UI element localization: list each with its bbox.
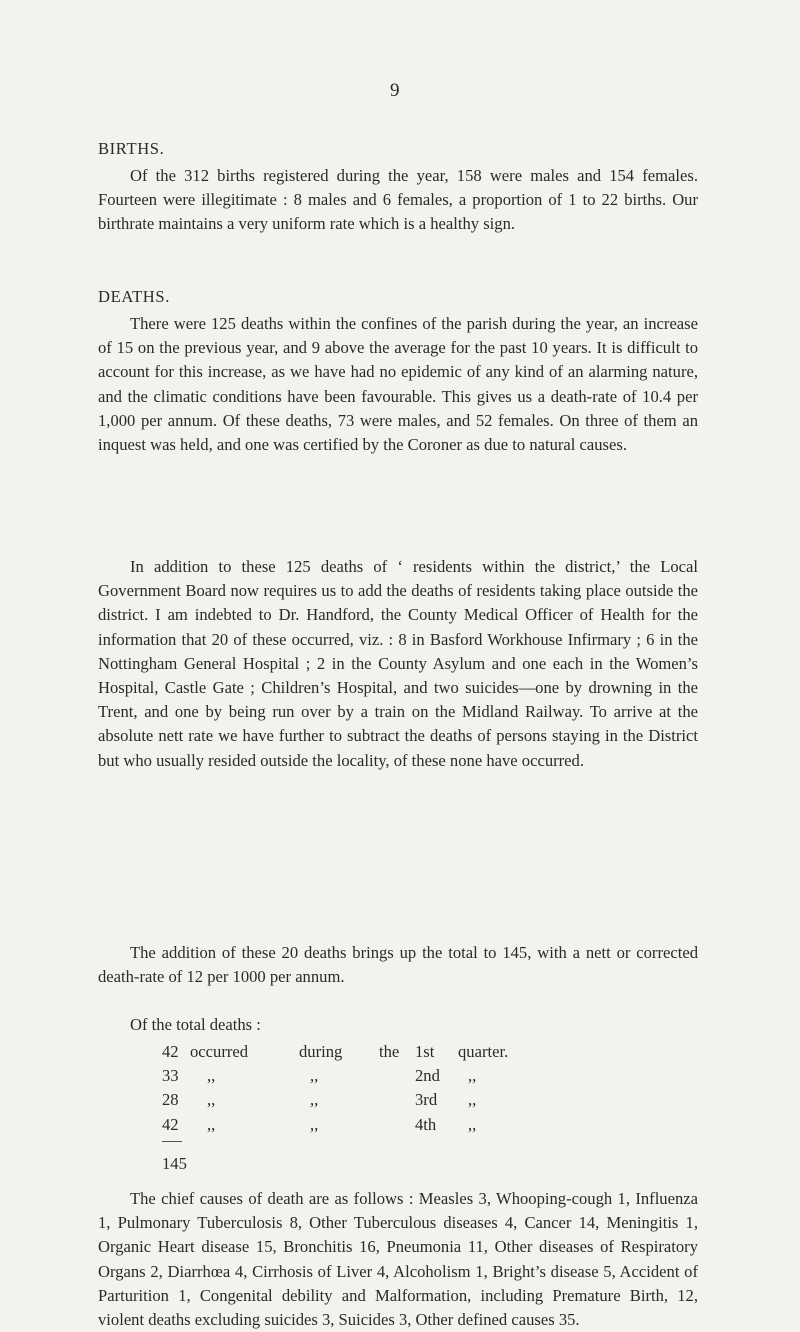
quarters-total: 145 <box>162 1154 187 1173</box>
quarter-ditto: ,, <box>468 1114 477 1134</box>
quarters-intro: Of the total deaths : <box>130 1015 261 1034</box>
quarter-ditto: ,, <box>468 1066 477 1086</box>
quarter-unit: quarter. <box>458 1042 509 1061</box>
causes-paragraph-block <box>98 1187 698 1332</box>
quarter-word: the <box>379 1042 400 1061</box>
deaths-paragraph-3: The addition of these 20 deaths brings up the total to 145, with a nett or corrected death-rate of 12 per 1000 per annum. <box>98 943 698 987</box>
quarter-ditto: ,, <box>310 1066 319 1086</box>
quarter-ditto: ,, <box>468 1090 477 1110</box>
quarter-ordinal: 3rd <box>415 1090 438 1110</box>
quarter-count: 28 <box>162 1090 179 1110</box>
quarter-ditto: ,, <box>207 1114 216 1134</box>
page-number: 9 <box>390 80 400 101</box>
quarter-ditto: ,, <box>207 1090 216 1110</box>
quarter-word: during <box>299 1042 343 1061</box>
births-heading: BIRTHS. <box>98 139 165 158</box>
quarter-count: 33 <box>162 1066 179 1086</box>
deaths-paragraph-1-block <box>98 312 698 457</box>
births-section <box>98 164 698 237</box>
quarter-ordinal: 4th <box>415 1114 437 1134</box>
births-paragraph: Of the 312 births registered during the year, 158 were males and 154 females. Fourteen were illegitimate : 8 males and 6 females, a proportion of 1 to 22 births. Our birthrate maintains a very uniform rate which is a healthy sign. <box>98 166 698 234</box>
quarter-word: occurred <box>190 1042 249 1061</box>
causes-of-death-paragraph: The chief causes of death are as follows : Measles 3, Whooping-cough 1, Influenza 1, Pulmonary Tuberculosis 8, Other Tuberculous diseases 4, Cancer 14, Meningitis 1, Organic Heart disease 15, Bronchitis 16, Pneumonia 11, Other diseases of Respiratory Organs 2, Diarrhœa 4, Cirrhosis of Liver 4, Alcoholism 1, Bright’s disease 5, Accident of Parturition 1, Congenital debility and Malformation, including Premature Birth, 12, violent deaths excluding suicides 3, Suicides 3, Other defined causes 35. <box>98 1189 698 1330</box>
quarter-count: 42 <box>162 1114 179 1134</box>
deaths-paragraph-1: There were 125 deaths within the confines of the parish during the year, an increase of 15 on the previous year, and 9 above the average for the past 10 years. It is difficult to account for this increase, as we have had no epidemic of any kind of an alarming nature, and the climatic conditions have been favourable. This gives us a death-rate of 10.4 per 1,000 per annum. Of these deaths, 73 were males, and 52 females. On three of them an inquest was held, and one was certified by the Coroner as due to natural causes. <box>98 314 698 455</box>
quarter-ordinal: 2nd <box>415 1066 440 1086</box>
quarter-ditto: ,, <box>207 1066 216 1086</box>
deaths-paragraph-2-block <box>98 555 698 773</box>
deaths-paragraph-2: In addition to these 125 deaths of ‘ residents within the district,’ the Local Government Board now requires us to add the deaths of residents taking place outside the district. I am indebted to Dr. Handford, the County Medical Officer of Health for the information that 20 of these occurred, viz. : 8 in Basford Workhouse Infirmary ; 6 in the Nottingham General Hospital ; 2 in the County Asylum and one each in the Women’s Hospital, Castle Gate ; Children’s Hospital, and two suicides—one by drowning in the Trent, and one by being run over by a train on the Midland Railway. To arrive at the absolute nett rate we have further to subtract the deaths of persons staying in the District but who usually resided outside the locality, of these none have occurred. <box>98 557 698 770</box>
deaths-paragraph-3-block <box>98 941 698 989</box>
quarter-ordinal: 1st <box>415 1042 435 1061</box>
quarter-count: 42 <box>162 1042 179 1061</box>
sum-rule <box>162 1141 182 1142</box>
quarter-ditto: ,, <box>310 1090 319 1110</box>
deaths-heading: DEATHS. <box>98 287 170 306</box>
quarter-ditto: ,, <box>310 1114 319 1134</box>
